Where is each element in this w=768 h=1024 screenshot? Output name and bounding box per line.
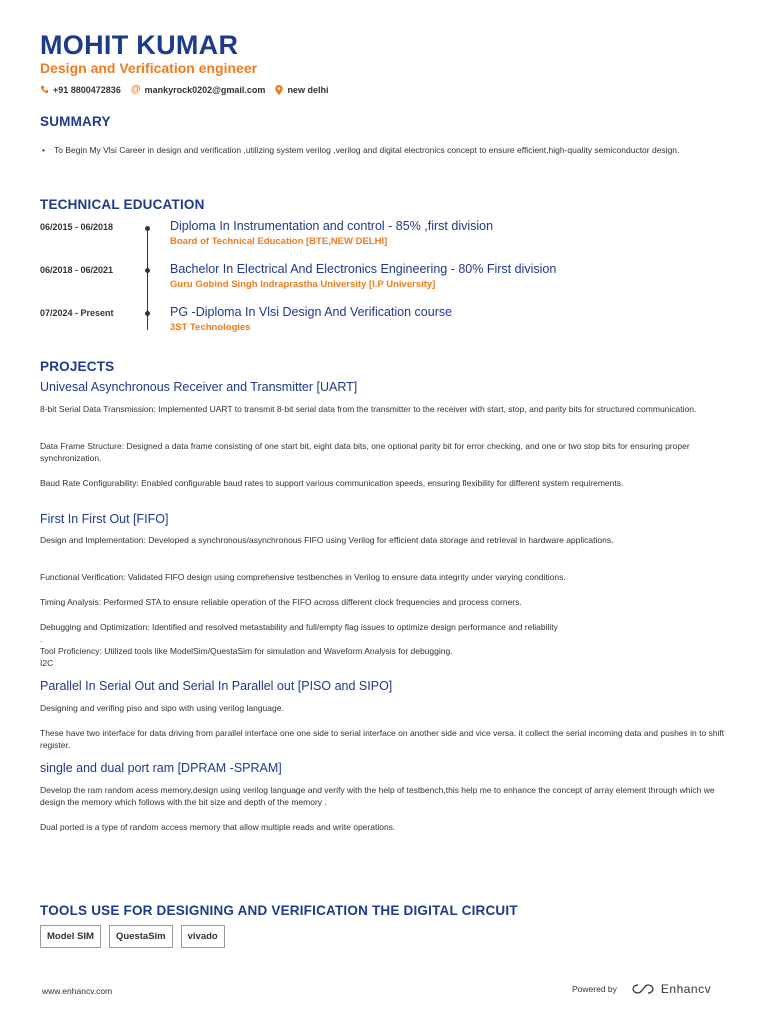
project-paragraph: Data Frame Structure: Designed a data frame consisting of one start bit, eight data bits, one optional parity bit for error checking, and one or two stop bits for ensuring proper synchronization. bbox=[40, 441, 690, 463]
education-school: 3ST Technologies bbox=[170, 322, 251, 333]
timeline-dot bbox=[145, 226, 150, 231]
contact-email[interactable] bbox=[131, 84, 266, 95]
project-title: Parallel In Serial Out and Serial In Parallel out [PISO and SIPO] bbox=[40, 679, 393, 693]
bullet-icon: • bbox=[42, 145, 45, 155]
education-date: 06/2015 - 06/2018 bbox=[40, 222, 114, 232]
candidate-name: MOHIT KUMAR bbox=[40, 30, 239, 60]
education-date: 07/2024 - Present bbox=[40, 308, 114, 318]
location-text: new delhi bbox=[287, 84, 329, 95]
education-date: 06/2018 - 06/2021 bbox=[40, 265, 114, 275]
education-title: Bachelor In Electrical And Electronics Engineering - 80% First division bbox=[170, 262, 557, 276]
project-paragraph: Dual ported is a type of random access memory that allow multiple reads and write operations. bbox=[40, 822, 396, 832]
education-title: Diploma In Instrumentation and control - 85% ,first division bbox=[170, 219, 494, 233]
project-title: single and dual port ram [DPRAM -SPRAM] bbox=[40, 761, 282, 775]
project-paragraph: These have two interface for data driving from parallel interface one one side to serial interface on another side and vice versa. it collect the serial incoming data and pushes in to shift register. bbox=[40, 728, 725, 750]
education-school: Guru Gobind Singh Indraprastha University [I.P University] bbox=[170, 279, 436, 290]
project-title: First In First Out [FIFO] bbox=[40, 512, 169, 526]
footer-website-link[interactable]: www.enhancv.com bbox=[42, 986, 113, 996]
education-title: PG -Diploma In Vlsi Design And Verification course bbox=[170, 305, 453, 319]
education-heading: TECHNICAL EDUCATION bbox=[40, 197, 205, 212]
tools-list bbox=[40, 925, 225, 948]
project-paragraph: . bbox=[40, 634, 43, 644]
contact-location bbox=[275, 85, 328, 95]
location-pin-icon bbox=[275, 85, 283, 95]
contact-phone[interactable] bbox=[40, 85, 121, 95]
project-title: Univesal Asynchronous Receiver and Transmitter [UART] bbox=[40, 380, 358, 394]
project-paragraph: Timing Analysis: Performed STA to ensure reliable operation of the FIFO across different clock frequencies and process corners. bbox=[40, 597, 522, 607]
summary-text: To Begin My Vlsi Career in design and verification ,utilizing system verilog ,verilog and digital electronics concept to ensure efficient,high-quality semiconductor design. bbox=[54, 145, 680, 155]
phone-text: +91 8800472836 bbox=[53, 84, 121, 95]
enhancv-logo-icon bbox=[631, 983, 655, 995]
tool-tag: vivado bbox=[181, 925, 225, 948]
project-paragraph: Baud Rate Configurability: Enabled configurable baud rates to support various communication speeds, ensuring flexibility for different system requirements. bbox=[40, 478, 624, 488]
project-paragraph: 8-bit Serial Data Transmission: Implemented UART to transmit 8-bit serial data from the transmitter to the receiver with start, stop, and parity bits for structured communication. bbox=[40, 404, 697, 414]
projects-heading: PROJECTS bbox=[40, 359, 115, 374]
at-icon: @ bbox=[130, 84, 141, 95]
candidate-role: Design and Verification engineer bbox=[40, 60, 258, 76]
timeline-dot bbox=[145, 311, 150, 316]
summary-heading: SUMMARY bbox=[40, 114, 111, 129]
project-paragraph: Functional Verification: Validated FIFO design using comprehensive testbenches in Verilog to ensure data integrity under varying conditions. bbox=[40, 572, 566, 582]
project-paragraph: Designing and verifing piso and sipo with using verilog language. bbox=[40, 703, 284, 713]
timeline-dot bbox=[145, 268, 150, 273]
project-paragraph: I2C bbox=[40, 658, 54, 668]
project-paragraph: Develop the ram random acess memory,design using verilog language and verify with the help of testbench,this help me to enhance the concept of array element through which we design the memory which follows with the bit size and depth of the memory . bbox=[40, 785, 715, 807]
contact-bar bbox=[40, 84, 328, 95]
tool-tag: QuestaSim bbox=[109, 925, 173, 948]
phone-icon bbox=[40, 85, 49, 94]
email-text: mankyrock0202@gmail.com bbox=[144, 84, 266, 95]
footer-branding[interactable] bbox=[572, 982, 711, 996]
summary-item bbox=[42, 144, 722, 156]
powered-by-text: Powered by bbox=[572, 984, 617, 994]
tools-heading: TOOLS USE FOR DESIGNING AND VERIFICATION THE DIGITAL CIRCUIT bbox=[40, 903, 518, 918]
project-paragraph: Design and Implementation: Developed a synchronous/asynchronous FIFO using Verilog for efficient data storage and retrieval in hardware applications. bbox=[40, 535, 614, 545]
education-school: Board of Technical Education [BTE,NEW DELHI] bbox=[170, 236, 388, 247]
tool-tag: Model SIM bbox=[40, 925, 101, 948]
project-paragraph: Debugging and Optimization: Identified and resolved metastability and full/empty flag issues to optimize design performance and reliability bbox=[40, 622, 558, 632]
project-paragraph: Tool Proficiency: Utilized tools like ModelSim/QuestaSim for simulation and Waveform Analysis for debugging. bbox=[40, 646, 453, 656]
brand-name: Enhancv bbox=[660, 982, 712, 996]
